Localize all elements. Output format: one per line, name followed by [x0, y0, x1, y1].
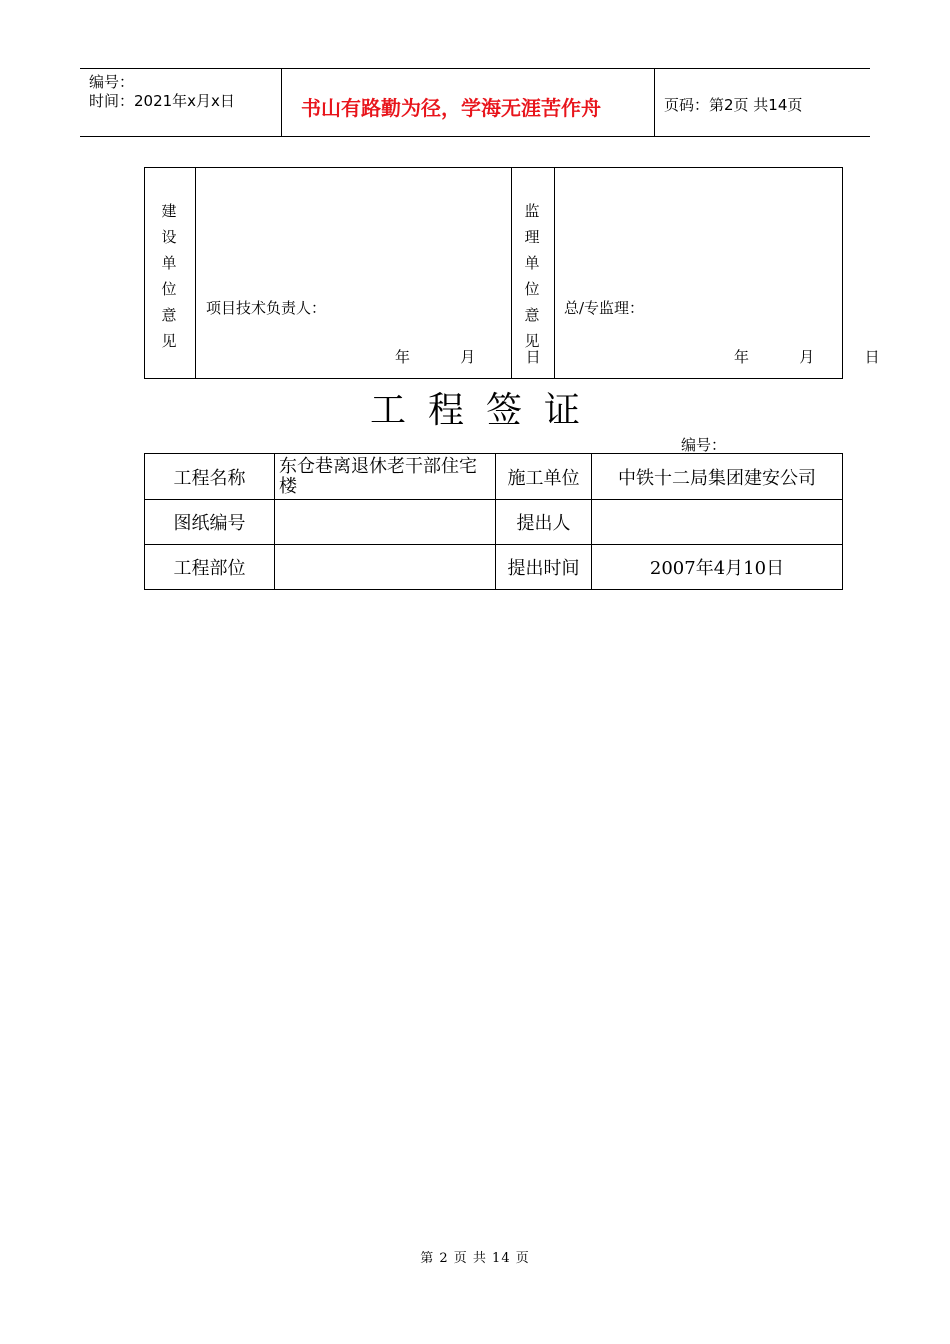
supervision-unit-date: 年 月 日 [734, 348, 880, 366]
serial-no-label: 编号： [681, 436, 727, 454]
supervision-unit-opinion-heading: 监 理 单 位 意 见 [524, 202, 540, 350]
proposed-time-label: 提出时间 [496, 545, 592, 590]
drawing-no-label: 图纸编号 [145, 500, 275, 545]
contractor-label: 施工单位 [496, 454, 592, 500]
page-footer: 第 2 页 共 14 页 [420, 1251, 530, 1266]
opinion-divider-3 [554, 167, 555, 379]
project-tech-lead-signer: 项目技术负责人： [206, 299, 327, 317]
header-motto: 书山有路勤为径，学海无涯苦作舟 [301, 96, 601, 120]
proposer-value [592, 500, 843, 545]
table-row [145, 500, 843, 545]
opinion-divider-1 [195, 167, 196, 379]
table-row [145, 545, 843, 590]
table-row [145, 454, 843, 500]
header-page-info: 页码：第2页 共14页 [664, 96, 803, 114]
header-top-rule [80, 68, 870, 69]
header-date: 时间：2021年x月x日 [89, 92, 235, 110]
proposed-time-value: 2007年4月10日 [592, 545, 843, 590]
page-title: 工程签证 [369, 390, 602, 431]
header-divider-2 [654, 68, 655, 136]
drawing-no-value [275, 500, 496, 545]
project-name-value: 东仓巷离退休老干部住宅楼 [275, 454, 496, 500]
chief-supervisor-signer: 总/专监理： [564, 299, 645, 317]
header-divider-1 [281, 68, 282, 136]
project-part-value [275, 545, 496, 590]
project-info-table [144, 453, 843, 590]
project-name-label: 工程名称 [145, 454, 275, 500]
contractor-value: 中铁十二局集团建安公司 [592, 454, 843, 500]
proposer-label: 提出人 [496, 500, 592, 545]
construction-unit-date: 年 月 日 [395, 348, 541, 366]
header-bottom-rule [80, 136, 870, 137]
header-serial-label: 编号： [89, 73, 135, 91]
construction-unit-opinion-heading: 建 设 单 位 意 见 [161, 202, 177, 350]
project-part-label: 工程部位 [145, 545, 275, 590]
